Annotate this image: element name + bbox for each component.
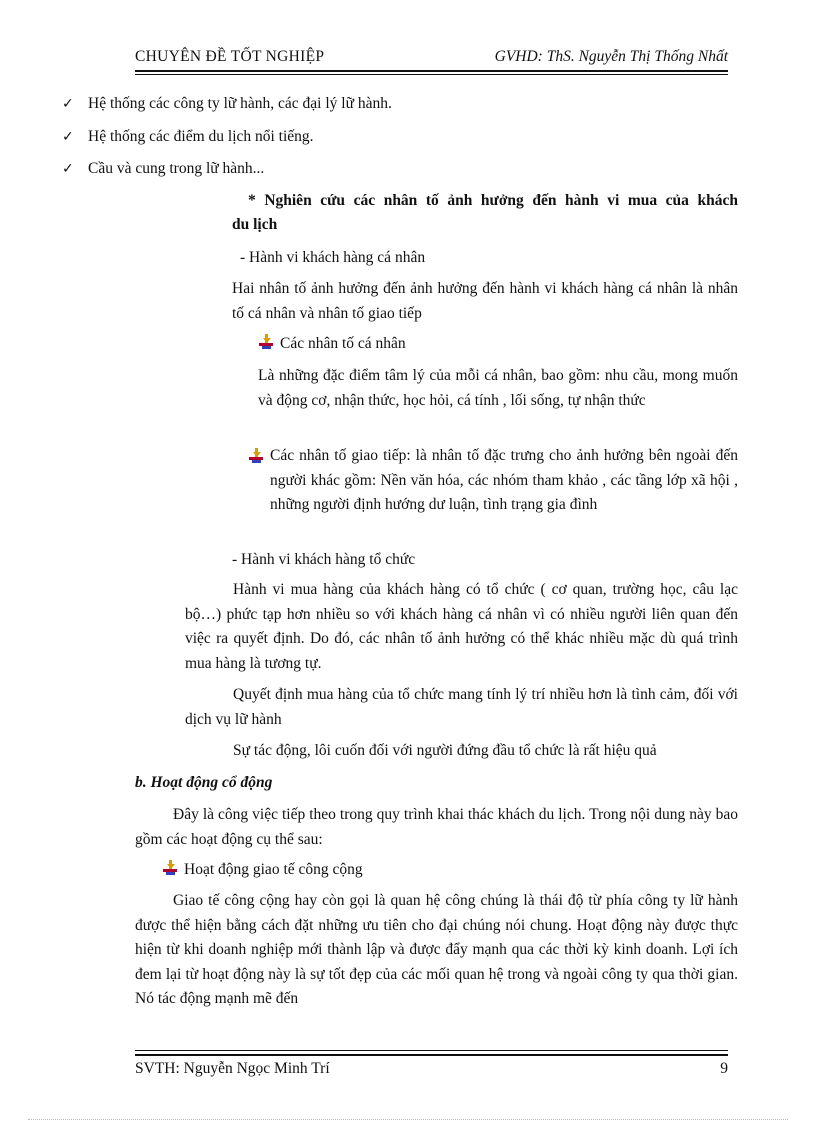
- list-item-social: Các nhân tố giao tiếp: là nhân tố đặc trưng cho ảnh hưởng bên ngoài đến người khác gồm: Nền văn hóa, các nhóm tham khảo , các tầng lớp xã hội , những người định hướng dư luận, tình trạng gia đình: [248, 444, 738, 518]
- footer-author: SVTH: Nguyễn Ngọc Minh Trí: [135, 1060, 330, 1077]
- section-heading: * Nghiên cứu các nhân tố ảnh hưởng đến hành vi mua của khách du lịch: [232, 192, 738, 233]
- footer-rule-thin: [135, 1050, 728, 1051]
- checkmark-icon: ✓: [62, 161, 74, 177]
- checkmark-icon: ✓: [62, 129, 74, 145]
- header-rule: [135, 70, 728, 72]
- footer-rule: [135, 1054, 728, 1056]
- section-heading-b: b. Hoạt động cổ động: [135, 774, 273, 791]
- checklist-item: ✓ Hệ thống các điểm du lịch nổi tiếng.: [62, 125, 314, 149]
- list-item-public-relations: Hoạt động giao tế công cộng: [162, 858, 662, 883]
- checklist-item: ✓ Hệ thống các công ty lữ hành, các đại lý lữ hành.: [62, 92, 392, 116]
- paragraph-section-b-intro: Đây là công việc tiếp theo trong quy trình khai thác khách du lịch. Trong nội dung này bao gồm các hoạt động cụ thể sau:: [135, 806, 738, 848]
- paragraph-organization-3: Sự tác động, lôi cuốn đối với người đứng đầu tổ chức là rất hiệu quả: [233, 742, 657, 759]
- highlighter-bullet-icon: [162, 860, 178, 876]
- subheading-individual: - Hành vi khách hàng cá nhân: [240, 249, 426, 266]
- subheading-organization: - Hành vi khách hàng tổ chức: [232, 551, 416, 568]
- checkmark-icon: ✓: [62, 96, 74, 112]
- page-header: [135, 48, 728, 72]
- paragraph-individual-intro: Hai nhân tố ảnh hưởng đến ảnh hưởng đến hành vi khách hàng cá nhân là nhân tố cá nhân và nhân tố giao tiếp: [232, 280, 738, 322]
- list-item-personal: Các nhân tố cá nhân: [258, 332, 738, 357]
- header-title: CHUYÊN ĐỀ TỐT NGHIỆP: [135, 48, 325, 65]
- page-footer: [135, 1050, 728, 1080]
- highlighter-bullet-icon: [248, 448, 264, 464]
- checklist-item: ✓ Cầu và cung trong lữ hành...: [62, 157, 264, 181]
- paragraph-personal: Là những đặc điểm tâm lý của mỗi cá nhân, bao gồm: nhu cầu, mong muốn và động cơ, nhận thức, học hỏi, cá tính , lối sống, tự nhận thức: [258, 367, 738, 409]
- page-number: 9: [720, 1060, 728, 1077]
- paragraph-organization-2: Quyết định mua hàng của tổ chức mang tính lý trí nhiều hơn là tình cảm, đối với dịch vụ lữ hành: [185, 686, 738, 728]
- header-rule-thin: [135, 74, 728, 75]
- page-break-divider: [28, 1119, 788, 1120]
- highlighter-bullet-icon: [258, 334, 274, 350]
- header-advisor: GVHD: ThS. Nguyễn Thị Thống Nhất: [494, 48, 728, 65]
- paragraph-organization-1: Hành vi mua hàng của khách hàng có tổ chức ( cơ quan, trường học, câu lạc bộ…) phức tạp hơn nhiều so với khách hàng cá nhân vì có nhiều người liên quan đến việc ra quyết định. Do đó, các nhân tố ảnh hưởng có thể khác nhiều mặc dù quá trình mua hàng là tương tự.: [185, 581, 738, 672]
- paragraph-public-relations: Giao tế công cộng hay còn gọi là quan hệ công chúng là thái độ từ phía công ty lữ hành được thể hiện bằng cách đặt những ưu tiên cho đại chúng nói chung. Hoạt động này được thực hiện từ khi doanh nghiệp mới thành lập và được đẩy mạnh qua các thời kỳ kinh doanh. Lợi ích đem lại từ hoạt động này là sự tốt đẹp của các mối quan hệ trong và ngoài công ty qua thời gian. Nó tác động mạnh mẽ đến: [135, 892, 738, 1007]
